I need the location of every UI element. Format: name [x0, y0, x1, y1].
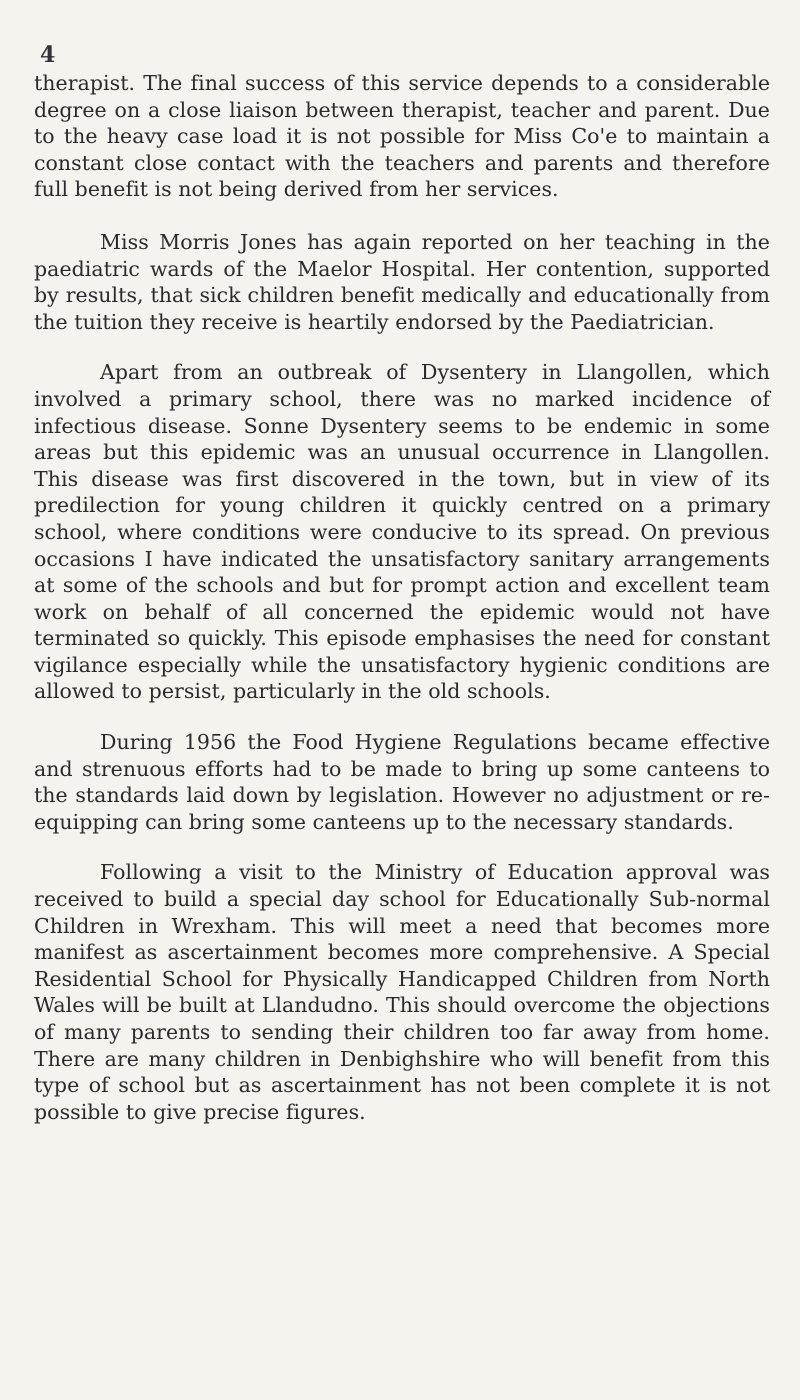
paragraph-food-hygiene: During 1956 the Food Hygiene Regulations became effective and strenuous efforts had to be made to bring up some canteens to the standards laid down by legislation. However no adjustment or re-equipping can bring some canteens up to the necessary standards. [34, 730, 770, 834]
paragraph-hospital-teaching: Miss Morris Jones has again reported on her teaching in the paediatric wards of the Maelor Hospital. Her contention, supported by results, that sick children benefit medically and educationally from the tuition they receive is heartily endorsed by the Paediatrician. [34, 229, 770, 334]
paragraph-speech-therapy: therapist. The final success of this service depends to a considerable degree on a close liaison between therapist, teacher and parent. Due to the heavy case load it is not possible for Miss Co'e to maintain a constant close contact with the teachers and parents and therefore full benefit is not being derived from her services. [34, 71, 770, 202]
paragraph-special-schools: Following a visit to the Ministry of Education approval was received to build a special day school for Educationally Sub-normal Children in Wrexham. This will meet a need that becomes more manifest as ascertainment becomes more comprehensive. A Special Residential School for Physically Handicapped Children from North Wales will be built at Llandudno. This should overcome the objections of many parents to sending their children too far away from home. There are many children in Denbighshire who will benefit from this type of school but as ascertainment has not been complete it is not possible to give precise figures. [34, 860, 770, 1124]
paragraph-dysentery: Apart from an outbreak of Dysentery in Llangollen, which involved a primary school, there was no marked incidence of infectious disease. Sonne Dysentery seems to be endemic in some areas but this epidemic was an unusual occurrence in Llangollen. This disease was first discovered in the town, but in view of its predilection for young children it quickly centred on a primary school, where conditions were conducive to its spread. On previous occasions I have indicated the unsatisfactory sanitary arrangements at some of the schools and but for prompt action and excellent team work on behalf of all concerned the epidemic would not have terminated so quickly. This episode emphasises the need for constant vigilance especially while the unsatisfactory hygienic conditions are allowed to persist, particularly in the old schools. [34, 360, 770, 704]
page-number: 4 [40, 42, 56, 68]
